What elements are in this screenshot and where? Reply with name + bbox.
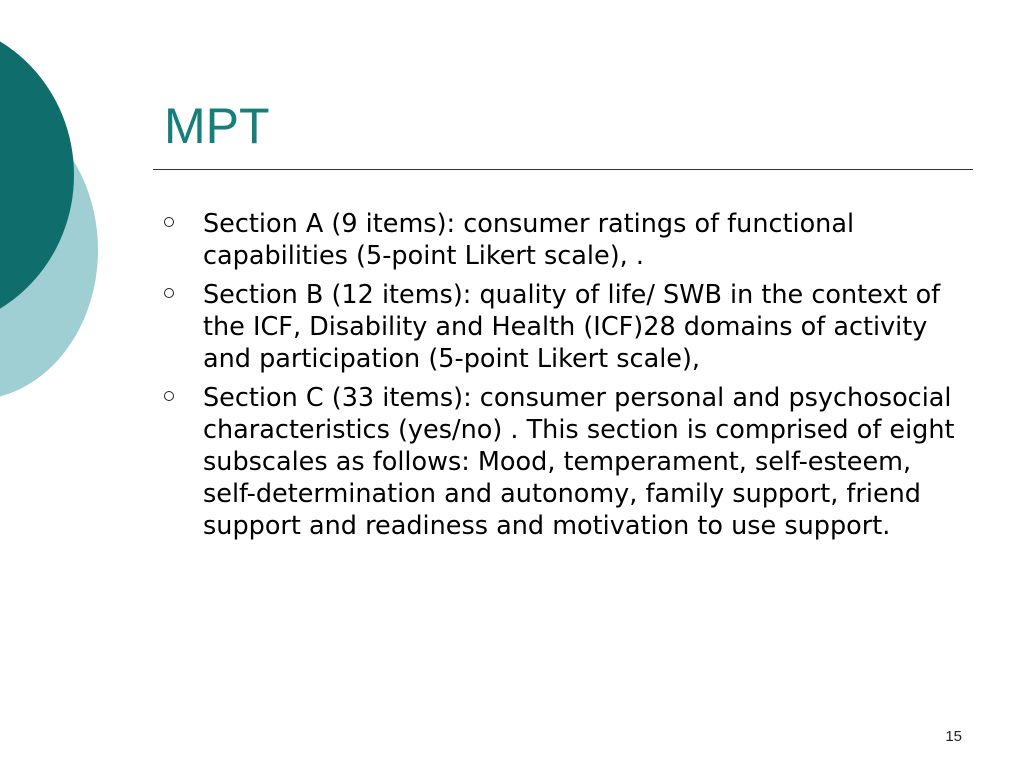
bullet-text: Section A (9 items): consumer ratings of functional capabilities (5-point Likert scale), . (203, 209, 855, 271)
bullet-item-section-b (164, 279, 964, 375)
slide-title: MPT (164, 98, 270, 154)
bullet-text: Section C (33 items): consumer personal and psychosocial characteristics (yes/no) . This section is comprised of eight subscales as follows: Mood, temperament, self-esteem, self-determination and autonomy, family support, friend support and readiness and motivation to use support. (203, 383, 955, 541)
bullet-text: Section B (12 items): quality of life/ SWB in the context of the ICF, Disability and Health (ICF)28 domains of activity and participation (5-point Likert scale), (203, 280, 941, 374)
bullet-item-section-c (164, 382, 964, 542)
bullet-item-section-a (164, 208, 964, 272)
hollow-circle-bullet-icon (164, 217, 174, 227)
hollow-circle-bullet-icon (164, 288, 174, 298)
bullet-list (164, 208, 964, 549)
page-number: 15 (945, 728, 962, 745)
title-divider (153, 169, 973, 170)
hollow-circle-bullet-icon (164, 391, 174, 401)
